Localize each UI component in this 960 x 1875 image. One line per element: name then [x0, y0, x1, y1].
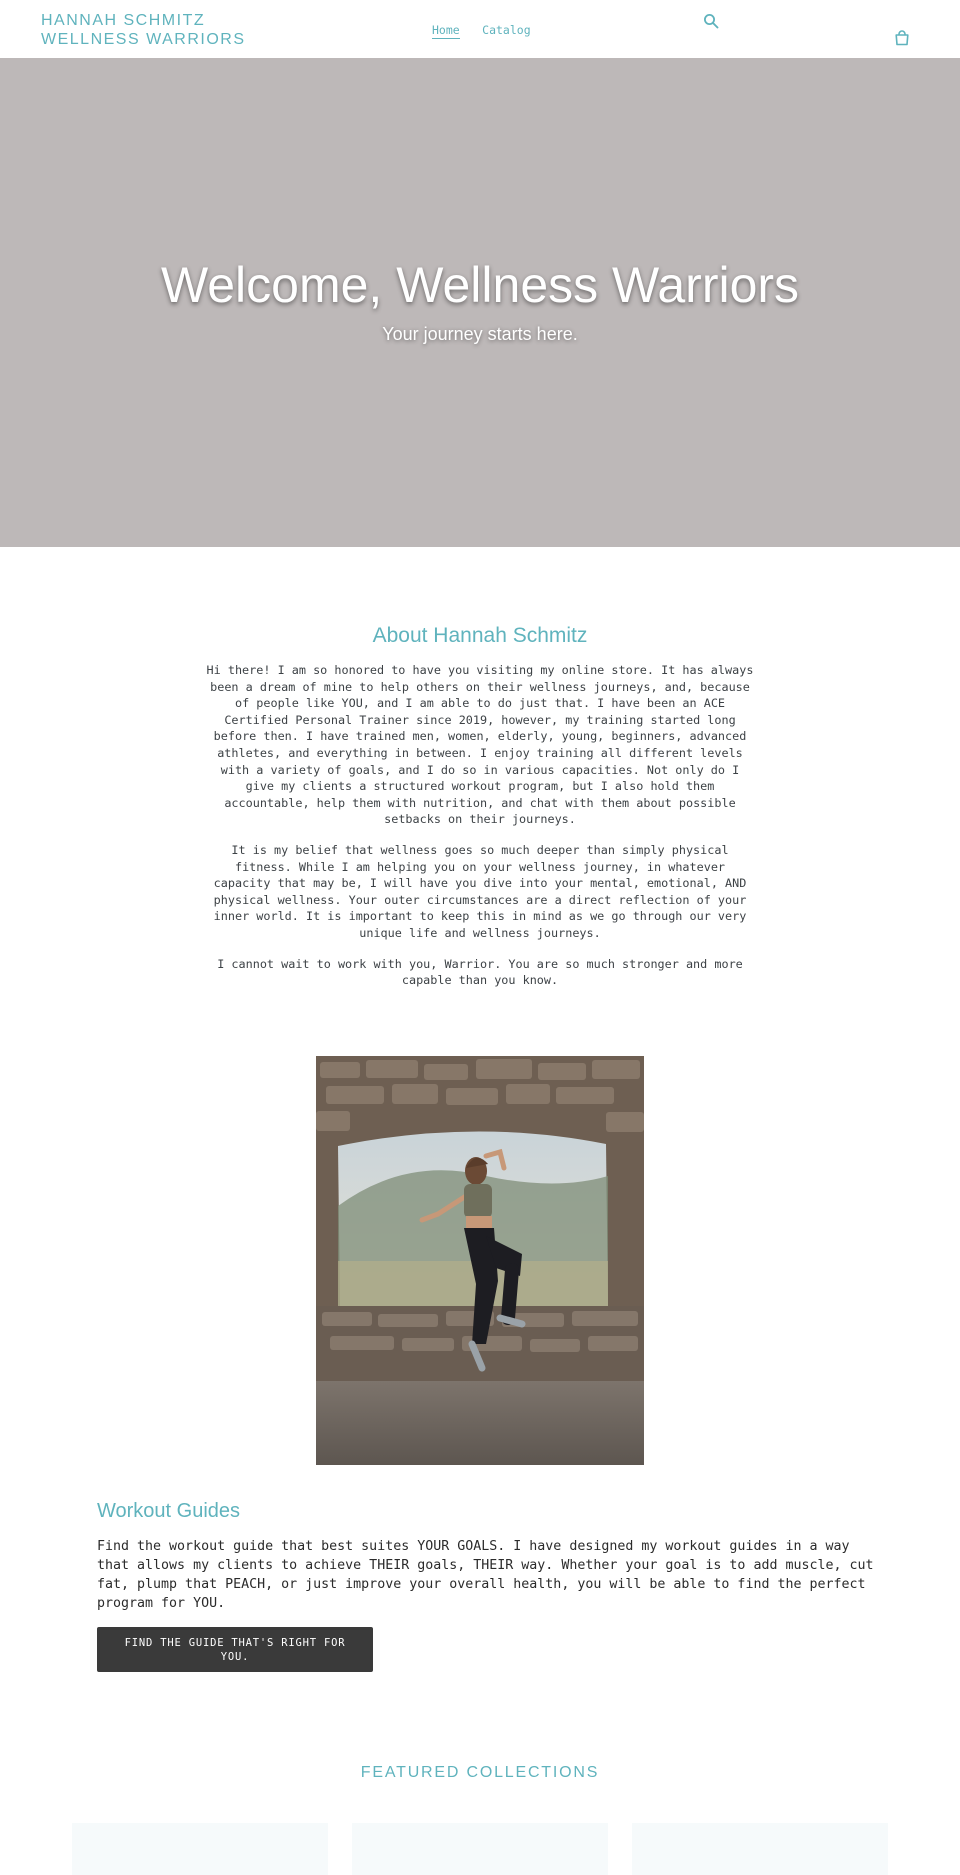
main-nav: [432, 21, 549, 39]
site-header: [0, 0, 960, 59]
featured-collections-title: FEATURED COLLECTIONS: [360, 1764, 600, 1781]
hero-title: Welcome, Wellness Warriors: [160, 257, 800, 313]
about-title: About Hannah Schmitz: [372, 624, 588, 647]
hero-banner: [0, 58, 960, 547]
nav-home[interactable]: Home: [432, 23, 460, 37]
workout-guides-text: Find the workout guide that best suites YOUR GOALS. I have designed my workout guides in a way that allows my clients to achieve THEIR goals, THEIR way. Whether your goal is to add muscle, cut fat, plump that PEACH, or just improve your overall health, you will be able to find the perfect program for YOU.: [97, 1539, 874, 1611]
collection-card[interactable]: [352, 1823, 608, 1875]
about-paragraph-2: It is my belief that wellness goes so much deeper than simply physical fitness. While I am helping you on your wellness journey, in whatever capacity that may be, I will have you dive into your mental, emotional, AND physical wellness. Your outer circumstances are a direct reflection of your inner world. It is important to keep this in mind as we go through our very unique life and wellness journeys.: [213, 842, 747, 940]
site-logo[interactable]: [41, 11, 246, 49]
trainer-photo: [316, 1056, 644, 1465]
logo-line-2: WELLNESS WARRIORS: [41, 31, 246, 48]
about-paragraph-3: I cannot wait to work with you, Warrior. You are so much stronger and more capable than you know.: [217, 956, 743, 988]
collection-card[interactable]: [632, 1823, 888, 1875]
hero-subtitle: Your journey starts here.: [382, 324, 578, 344]
about-paragraph-1: Hi there! I am so honored to have you visiting my online store. It has always been a dream of mine to help others on their wellness journeys, and, because of people like YOU, and I am able to do just that. I have been an ACE Certified Personal Trainer since 2019, however, my training started long before then. I have trained men, women, elderly, young, beginners, advanced athletes, and everything in between. I enjoy training all different levels with a variety of goals, and I do so in various capacities. Not only do I give my clients a structured workout program, but I also hold them accountable, help them with nutrition, and chat with them about possible setbacks on their journeys.: [206, 663, 754, 827]
about-section: [205, 624, 755, 1003]
nav-catalog[interactable]: Catalog: [482, 23, 531, 37]
find-guide-button[interactable]: FIND THE GUIDE THAT'S RIGHT FOR YOU.: [97, 1627, 373, 1672]
workout-guides-title: Workout Guides: [97, 1500, 241, 1522]
workout-guides-section: [97, 1500, 877, 1672]
cart-icon[interactable]: [894, 30, 910, 51]
collection-card[interactable]: [72, 1823, 328, 1875]
logo-line-1: HANNAH SCHMITZ: [41, 12, 206, 29]
search-icon[interactable]: [703, 13, 719, 34]
